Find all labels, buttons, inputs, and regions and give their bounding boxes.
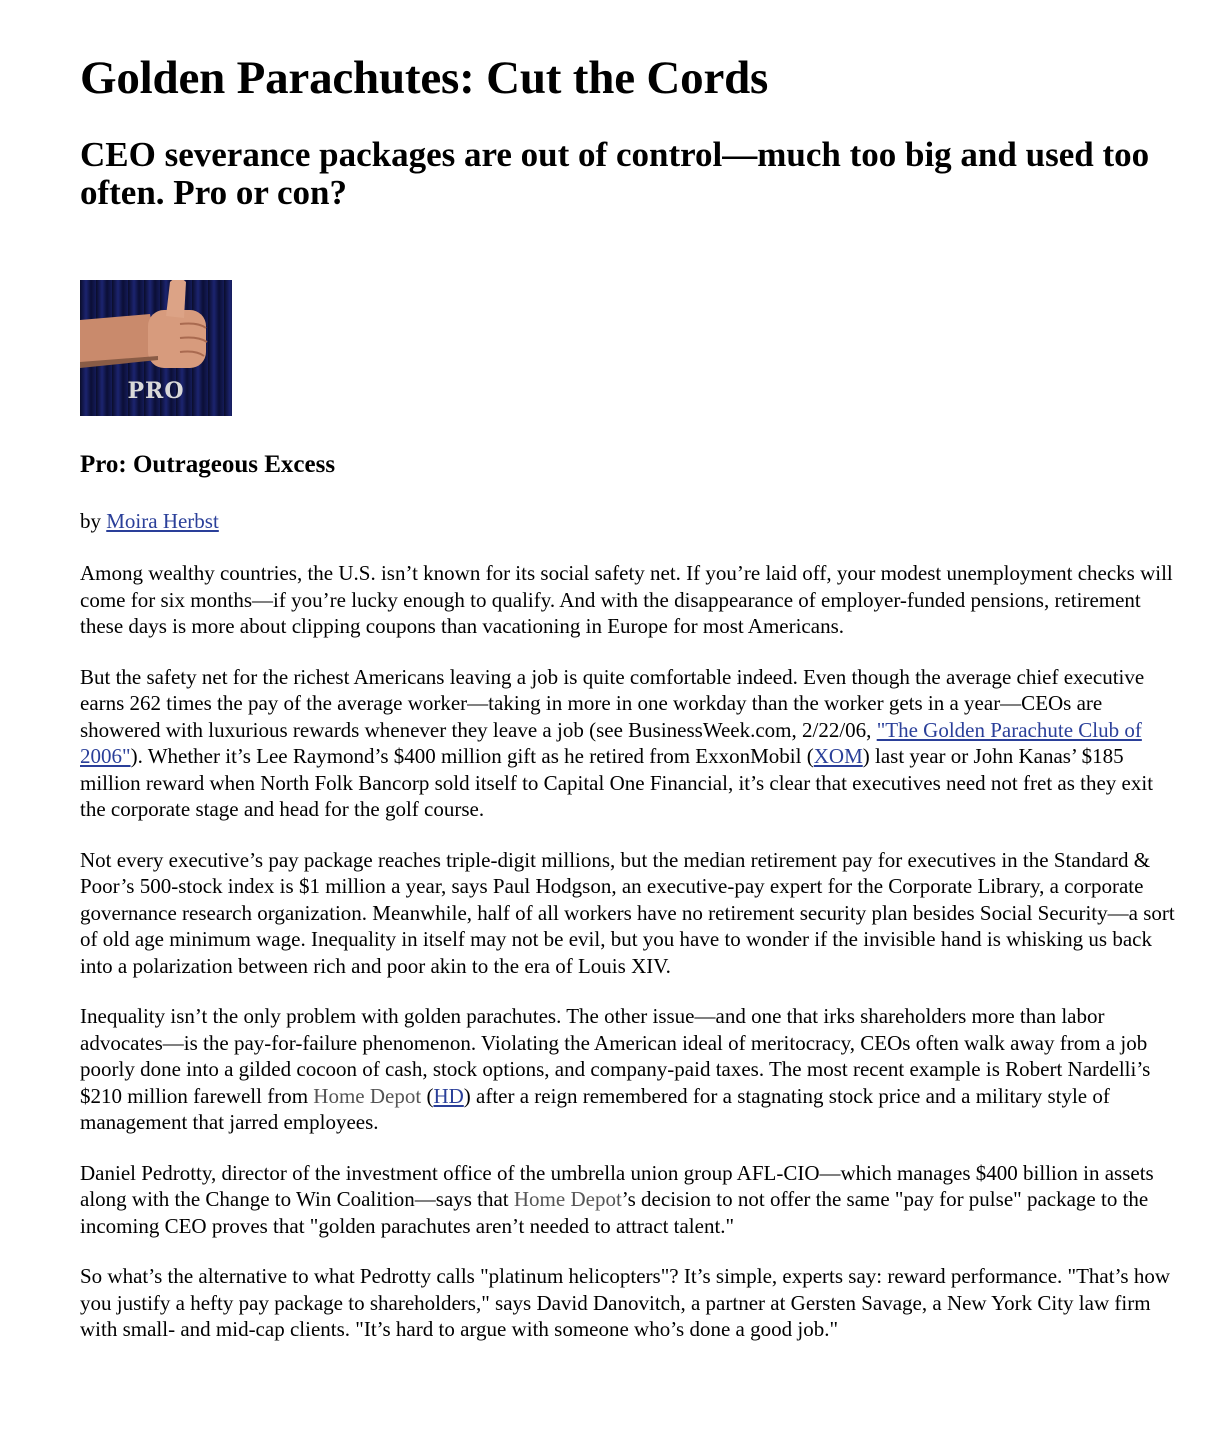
paragraph-6: So what’s the alternative to what Pedrotty calls "platinum helicopters"? It’s simple, experts say: reward performance. "That’s how you justify a hefty pay package to shareholders," says David Danovitch, a partner at Gersten Savage, a New York City law firm with small- and mid-cap clients. "It’s hard to argue with someone who’s done a good job." [80,1264,1171,1341]
byline-prefix: by [80,509,107,533]
thumbs-up-icon [80,280,232,376]
paragraph-2 [80,664,1180,823]
paragraph-3: Not every executive’s pay package reaches triple-digit millions, but the median retirement pay for executives in the Standard & Poor’s 500-stock index is $1 million a year, says Paul Hodgson, an executive-pay expert for the Corporate Library, a corporate governance research organization. Meanwhile, half of all workers have no retirement security plan besides Social Security—a sort of old age minimum wage. Inequality in itself may not be evil, but you have to wonder if the invisible hand is whisking us back into a polarization between rich and poor akin to the era of Louis XIV. [80,847,1175,978]
home-depot-company-name-2[interactable]: Home Depot [513,1187,622,1211]
pro-badge-label: PRO [127,378,185,404]
xom-ticker-link[interactable]: XOM [813,744,863,768]
hd-ticker-link[interactable]: HD [433,1083,464,1108]
home-depot-company-name[interactable]: Home Depot [313,1083,422,1108]
pro-badge-image [80,280,232,416]
paragraph-4-text-b: ( [421,1083,434,1108]
article-title: Golden Parachutes: Cut the Cords [80,52,769,104]
section-heading: Pro: Outrageous Excess [80,451,336,478]
paragraph-4-text-a: Inequality isn’t the only problem with golden parachutes. The other issue—and one that irks shareholders more than labor advocates—is the pay-for-failure phenomenon. Violating the American ideal of meritocracy, CEOs often walk away from a job poorly done into a gilded cocoon of cash, stock options, and company-paid taxes. The most recent example is Robert Nardelli’s $210 million farewell from [80,1004,1151,1108]
paragraph-5-text-a: Daniel Pedrotty, director of the investment office of the umbrella union group AFL-CIO—which manages $400 billion in assets along with the Change to Win Coalition—says that [80,1160,1154,1211]
paragraph-5-text-b: ’s decision to not offer the same "pay for pulse" package to the incoming CEO proves that "golden parachutes aren’t needed to attract talent." [80,1187,1149,1238]
paragraph-1: Among wealthy countries, the U.S. isn’t known for its social safety net. If you’re laid off, your modest unemployment checks will come for six months—if you’re lucky enough to qualify. And with the disappearance of employer-funded pensions, retirement these days is more about clipping coupons than vacationing in Europe for most Americans. [80,561,1173,638]
golden-parachute-club-link[interactable]: "The Golden Parachute Club of 2006" [80,717,1142,768]
pro-badge [80,280,232,416]
article-subtitle: CEO severance packages are out of control—much too big and used too often. Pro or con? [80,135,1150,212]
paragraph-5 [80,1160,1180,1240]
paragraph-4 [80,1003,1180,1136]
author-link[interactable]: Moira Herbst [106,509,219,533]
paragraph-2-text-c: ) last year or John Kanas’ $185 million reward when North Folk Bancorp sold itself to Capital One Financial, it’s clear that executives need not fret as they exit the corporate stage and head for the golf course. [80,744,1154,821]
paragraph-2-text-b: ). Whether it’s Lee Raymond’s $400 million gift as he retired from ExxonMobil ( [130,744,814,768]
byline [80,508,1180,534]
paragraph-2-text-a: But the safety net for the richest Americans leaving a job is quite comfortable indeed. Even though the average chief executive earns 262 times the pay of the average worker—taking in more in one workday than the worker gets in a year—CEOs are showered with luxurious rewards whenever they leave a job (see BusinessWeek.com, 2/22/06, [80,664,1145,742]
paragraph-4-text-c: ) after a reign remembered for a stagnating stock price and a military style of management that jarred employees. [80,1083,1110,1134]
